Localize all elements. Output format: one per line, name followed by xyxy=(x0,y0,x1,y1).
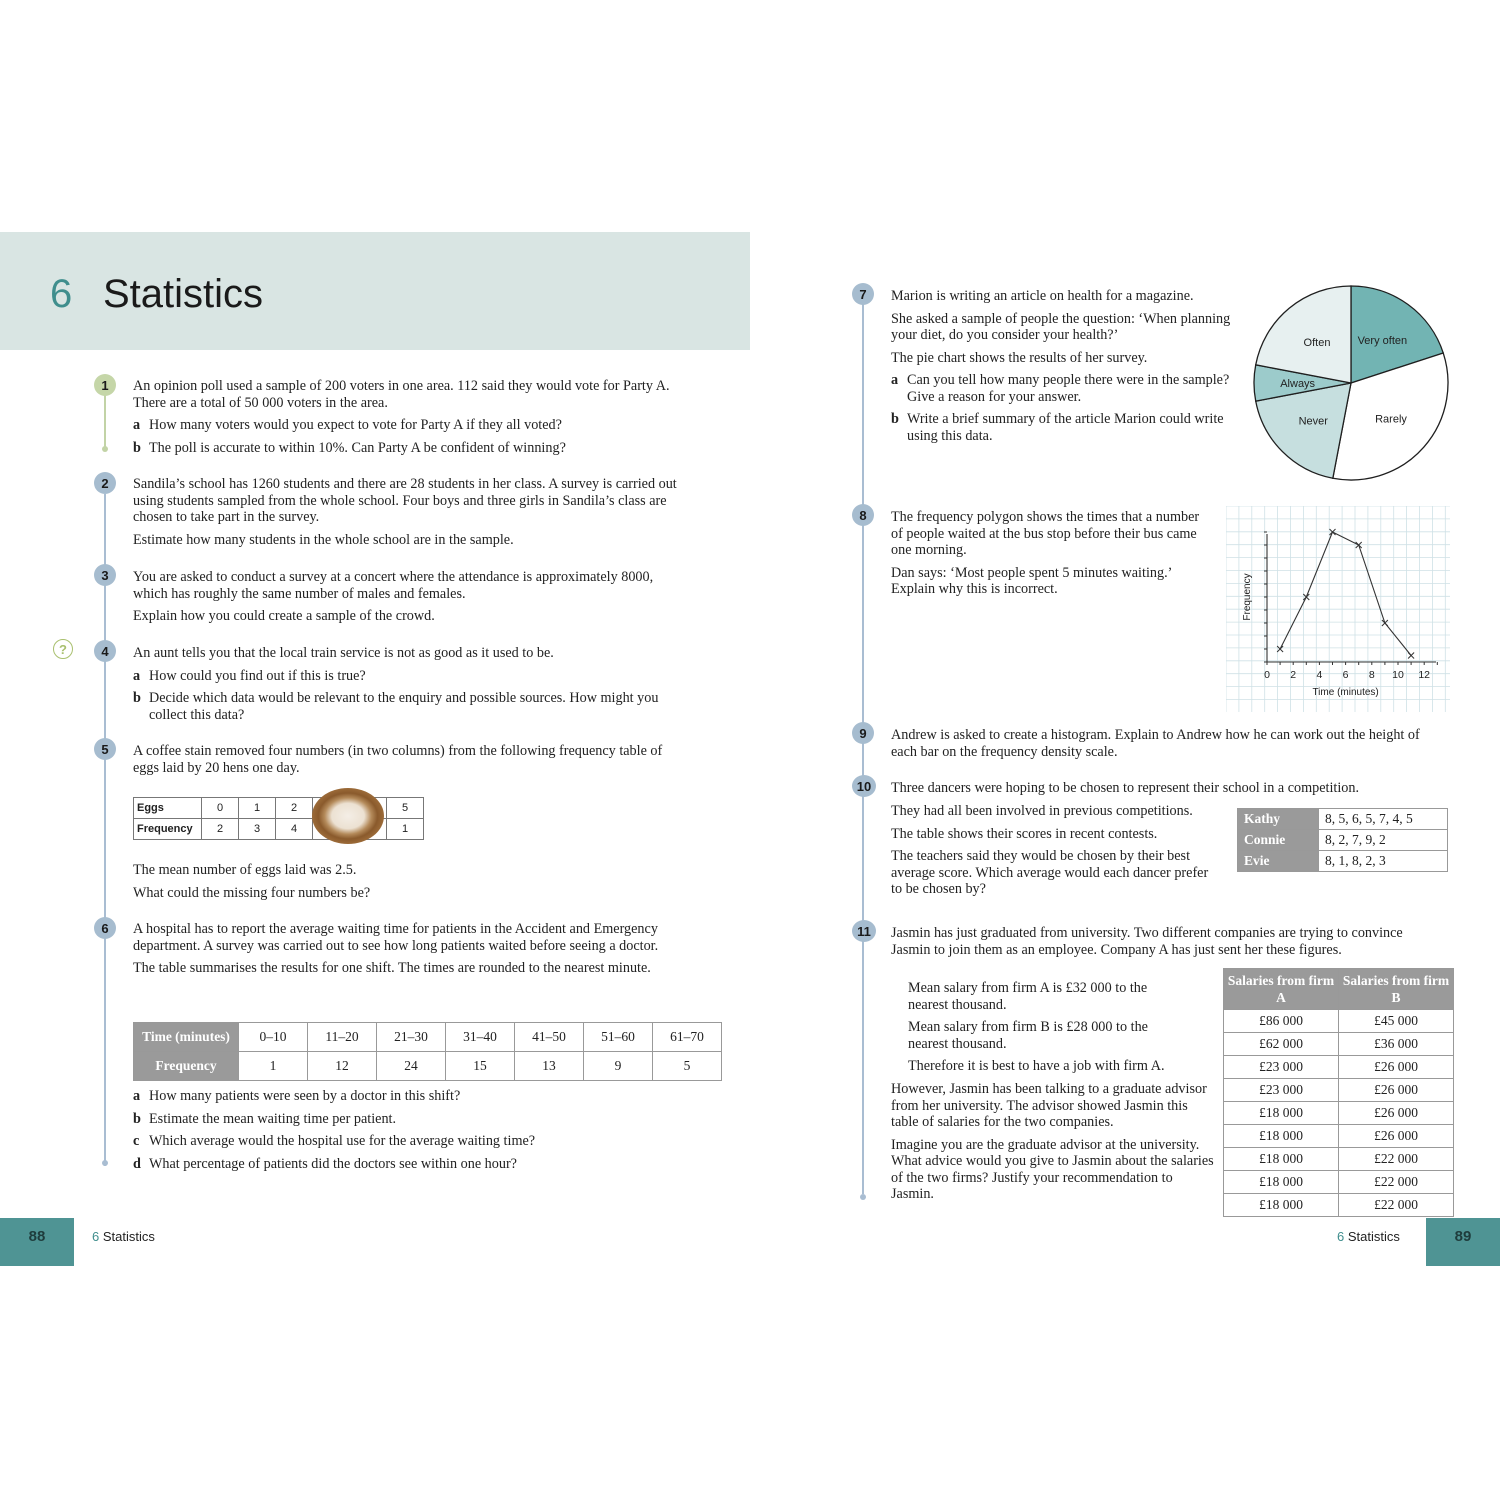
eggs-cell: 1 xyxy=(239,798,276,819)
question-number-8: 8 xyxy=(852,504,874,526)
time-cell: 41–50 xyxy=(515,1023,584,1052)
question-number-5: 5 xyxy=(94,738,116,760)
part-text: The poll is accurate to within 10%. Can Party A be confident of winning? xyxy=(149,439,566,456)
time-cell: 61–70 xyxy=(653,1023,722,1052)
question-1 xyxy=(133,378,683,462)
question-1a xyxy=(133,417,683,434)
dancer-scores: 8, 2, 7, 9, 2 xyxy=(1319,830,1448,851)
question-7-text: Marion is writing an article on health for a magazine. xyxy=(891,288,1194,304)
freq-label: Frequency xyxy=(134,1052,239,1081)
pie-label: Very often xyxy=(1357,334,1408,347)
chapter-title: Statistics xyxy=(103,272,264,316)
x-tick-label: 12 xyxy=(1418,669,1431,681)
question-5 xyxy=(133,743,683,782)
part-text: How many voters would you expect to vote for Party A if they all voted? xyxy=(149,417,562,433)
part-label: a xyxy=(133,667,141,684)
question-9 xyxy=(891,727,1436,766)
frequency-label: Frequency xyxy=(134,819,202,840)
salary-b: £26 000 xyxy=(1339,1125,1454,1148)
footer-chapter-name: Statistics xyxy=(102,1229,155,1244)
question-3-text2: Explain how you could create a sample of the crowd. xyxy=(133,608,435,624)
part-label: d xyxy=(133,1155,141,1172)
question-number-1: 1 xyxy=(94,374,116,396)
freq-cell: 9 xyxy=(584,1052,653,1081)
question-6-text: A hospital has to report the average waiting time for patients in the Accident and Emergency department. A survey was carried out to see how long patients waited before seeing a doctor. xyxy=(133,921,659,954)
eggs-label: Eggs xyxy=(134,798,202,819)
salary-b: £26 000 xyxy=(1339,1056,1454,1079)
part-text: Estimate the mean waiting time per patient. xyxy=(149,1110,397,1127)
part-label: b xyxy=(133,1110,141,1127)
salary-b: £22 000 xyxy=(1339,1171,1454,1194)
left-rule-end xyxy=(102,1160,108,1166)
part-text: What percentage of patients did the doctors see within one hour? xyxy=(149,1155,517,1172)
eggs-cell: 2 xyxy=(276,798,313,819)
frequency-polygon xyxy=(1226,506,1450,712)
salary-table xyxy=(1223,968,1454,1217)
question-11-quotes xyxy=(908,980,1178,1081)
eggs-cell: 5 xyxy=(387,798,424,819)
salary-row xyxy=(1224,1033,1454,1056)
dancer-row xyxy=(1238,809,1448,830)
salary-row xyxy=(1224,1194,1454,1217)
left-question-rule xyxy=(104,494,106,1166)
part-text: Decide which data would be relevant to the enquiry and possible sources. How might you collect this data? xyxy=(149,690,659,723)
question-6d xyxy=(133,1156,683,1173)
question-5-text: A coffee stain removed four numbers (in two columns) from the following frequency table of eggs laid by 20 hens one day. xyxy=(133,743,663,776)
freq-cell: 13 xyxy=(515,1052,584,1081)
salary-b: £22 000 xyxy=(1339,1148,1454,1171)
q1-rule xyxy=(104,395,106,448)
question-10 xyxy=(891,780,1436,803)
header-firm-a: Salaries from firm A xyxy=(1224,969,1339,1010)
question-11-text3: Imagine you are the graduate advisor at the university. What advice would you give to Jasmin about the salaries of the two firms? Justify your recommendation to Jasmin. xyxy=(891,1136,1214,1202)
question-2-text2: Estimate how many students in the whole school are in the sample. xyxy=(133,531,514,548)
salary-a: £23 000 xyxy=(1224,1079,1339,1102)
salary-a: £23 000 xyxy=(1224,1056,1339,1079)
part-label: b xyxy=(133,439,141,456)
question-6a xyxy=(133,1088,683,1105)
question-11-quote1: Mean salary from firm A is £32 000 to the nearest thousand. xyxy=(908,980,1148,1013)
freq-cell: 1 xyxy=(239,1052,308,1081)
polygon-point xyxy=(1303,594,1309,600)
question-hint-icon: ? xyxy=(53,639,73,659)
part-label: a xyxy=(133,1088,141,1104)
question-4-text: An aunt tells you that the local train service is not as good as it used to be. xyxy=(133,645,554,661)
time-cell: 11–20 xyxy=(308,1023,377,1052)
question-8-text: The frequency polygon shows the times that a number of people waited at the bus stop before their bus came one morning. xyxy=(891,509,1200,558)
pie-label: Rarely xyxy=(1375,413,1407,426)
salary-row xyxy=(1224,1010,1454,1033)
salary-row xyxy=(1224,1102,1454,1125)
frequency-cell: 2 xyxy=(202,819,239,840)
question-2-text: Sandila’s school has 1260 students and there are 28 students in her class. A survey is carried out using students sampled from the whole school. Four boys and three girls in Sandila’s class are chosen to take part in the survey. xyxy=(133,476,677,525)
time-row xyxy=(134,1023,722,1052)
salary-row xyxy=(1224,1079,1454,1102)
dancer-scores-table xyxy=(1237,808,1448,872)
part-text: How many patients were seen by a doctor in this shift? xyxy=(149,1088,461,1104)
salary-row xyxy=(1224,1171,1454,1194)
question-6 xyxy=(133,921,673,983)
question-7a xyxy=(891,372,1231,405)
question-8 xyxy=(891,509,1211,604)
freq-cell: 12 xyxy=(308,1052,377,1081)
question-8-text2: Dan says: ‘Most people spent 5 minutes waiting.’ Explain why this is incorrect. xyxy=(891,564,1172,597)
question-7 xyxy=(891,288,1231,450)
question-11-quote2: Mean salary from firm B is £28 000 to the nearest thousand. xyxy=(908,1019,1148,1052)
part-text: How could you find out if this is true? xyxy=(149,667,366,684)
question-6b xyxy=(133,1111,683,1128)
dancer-row xyxy=(1238,830,1448,851)
salary-row xyxy=(1224,1056,1454,1079)
pie-label: Often xyxy=(1303,336,1331,349)
dancer-scores: 8, 1, 8, 2, 3 xyxy=(1319,851,1448,872)
question-10-text4: The teachers said they would be chosen by their best average score. Which average would each dancer prefer to be chosen by? xyxy=(891,848,1209,897)
dancer-name: Evie xyxy=(1238,851,1319,872)
x-tick-label: 0 xyxy=(1264,669,1270,681)
question-3 xyxy=(133,569,683,631)
question-number-9: 9 xyxy=(852,722,874,744)
dancer-name: Kathy xyxy=(1238,809,1319,830)
question-number-11: 11 xyxy=(852,920,876,942)
page-number-left: 88 xyxy=(0,1218,74,1266)
question-1b xyxy=(133,440,683,457)
salary-a: £62 000 xyxy=(1224,1033,1339,1056)
x-tick-label: 4 xyxy=(1316,669,1323,681)
salary-b: £36 000 xyxy=(1339,1033,1454,1056)
dancer-name: Connie xyxy=(1238,830,1319,851)
question-6c xyxy=(133,1133,683,1150)
pie-label: Never xyxy=(1298,415,1328,428)
freq-cell: 5 xyxy=(653,1052,722,1081)
pie-label: Always xyxy=(1280,378,1316,390)
chapter-number: 6 xyxy=(50,272,73,316)
question-number-6: 6 xyxy=(94,917,116,939)
question-6-parts xyxy=(133,1088,683,1178)
question-10-detail xyxy=(891,803,1221,904)
question-10-text3: The table shows their scores in recent contests. xyxy=(891,825,1158,842)
question-6-text2: The table summarises the results for one shift. The times are rounded to the nearest minute. xyxy=(133,960,651,976)
footer-right-chapter xyxy=(1337,1229,1400,1244)
part-label: a xyxy=(133,417,141,433)
part-label: b xyxy=(133,690,141,706)
question-11-text2: However, Jasmin has been talking to a graduate advisor from her university. The advisor showed Jasmin this table of salaries for the two companies. xyxy=(891,1081,1207,1130)
question-10-text: Three dancers were hoping to be chosen to represent their school in a competition. xyxy=(891,780,1360,796)
salary-a: £18 000 xyxy=(1224,1125,1339,1148)
polygon-line xyxy=(1280,532,1411,656)
part-text: Write a brief summary of the article Marion could write using this data. xyxy=(907,411,1224,444)
salary-b: £26 000 xyxy=(1339,1102,1454,1125)
question-5-followup xyxy=(133,862,683,907)
question-1-text: An opinion poll used a sample of 200 voters in one area. 112 said they would vote for Party A. There are a total of 50 000 voters in the area. xyxy=(133,378,670,411)
part-text: Which average would the hospital use for the average waiting time? xyxy=(149,1133,536,1149)
question-7b xyxy=(891,411,1231,444)
question-9-text: Andrew is asked to create a histogram. Explain to Andrew how he can work out the height of each bar on the frequency density scale. xyxy=(891,727,1420,760)
question-10-text2: They had all been involved in previous competitions. xyxy=(891,803,1193,819)
freq-row xyxy=(134,1052,722,1081)
part-text: Can you tell how many people there were in the sample? Give a reason for your answer. xyxy=(907,372,1230,405)
part-label: c xyxy=(133,1133,140,1149)
question-number-7: 7 xyxy=(852,283,874,305)
question-2 xyxy=(133,476,683,554)
salary-b: £26 000 xyxy=(1339,1079,1454,1102)
salary-b: £45 000 xyxy=(1339,1010,1454,1033)
salary-a: £18 000 xyxy=(1224,1148,1339,1171)
polygon-point xyxy=(1408,653,1414,659)
question-11 xyxy=(891,925,1441,964)
frequency-cell: 4 xyxy=(276,819,313,840)
waiting-time-table xyxy=(133,1022,722,1081)
question-3-text: You are asked to conduct a survey at a concert where the attendance is approximately 8000, which has roughly the same number of males and females. xyxy=(133,569,654,602)
question-7-text3: The pie chart shows the results of her survey. xyxy=(891,349,1148,366)
header-firm-b: Salaries from firm B xyxy=(1339,969,1454,1010)
time-cell: 21–30 xyxy=(377,1023,446,1052)
salary-a: £18 000 xyxy=(1224,1194,1339,1217)
x-tick-label: 10 xyxy=(1392,669,1404,681)
right-question-rule xyxy=(862,304,864,1194)
time-label: Time (minutes) xyxy=(134,1023,239,1052)
freq-cell: 15 xyxy=(446,1052,515,1081)
salary-a: £86 000 xyxy=(1224,1010,1339,1033)
y-axis-label: Frequency xyxy=(1242,573,1253,621)
part-label: b xyxy=(891,411,899,427)
freq-cell: 24 xyxy=(377,1052,446,1081)
right-rule-end xyxy=(860,1194,866,1200)
question-number-4: 4 xyxy=(94,640,116,662)
question-7-text2: She asked a sample of people the question: ‘When planning your diet, do you consider your health?’ xyxy=(891,310,1231,343)
time-cell: 51–60 xyxy=(584,1023,653,1052)
pie-chart xyxy=(1248,280,1454,486)
x-tick-label: 6 xyxy=(1342,669,1349,681)
frequency-cell: 3 xyxy=(239,819,276,840)
time-cell: 0–10 xyxy=(239,1023,308,1052)
question-11-quote3: Therefore it is best to have a job with firm A. xyxy=(908,1058,1165,1074)
question-4 xyxy=(133,645,698,729)
footer-chapter-number: 6 xyxy=(1337,1229,1345,1244)
salary-a: £18 000 xyxy=(1224,1102,1339,1125)
part-label: a xyxy=(891,372,899,388)
time-cell: 31–40 xyxy=(446,1023,515,1052)
salary-row xyxy=(1224,1125,1454,1148)
question-number-2: 2 xyxy=(94,472,116,494)
footer-chapter-number: 6 xyxy=(92,1229,100,1244)
coffee-stain xyxy=(312,788,384,844)
question-5-text3: What could the missing four numbers be? xyxy=(133,884,371,901)
question-number-3: 3 xyxy=(94,564,116,586)
question-4b xyxy=(133,690,698,723)
salary-header-row xyxy=(1224,969,1454,1010)
salary-a: £18 000 xyxy=(1224,1171,1339,1194)
frequency-cell: 1 xyxy=(387,819,424,840)
salary-row xyxy=(1224,1148,1454,1171)
question-11-text: Jasmin has just graduated from university. Two different companies are trying to convince Jasmin to join them as an employee. Company A has just sent her these figures. xyxy=(891,925,1403,958)
x-tick-label: 2 xyxy=(1290,669,1297,681)
question-4a xyxy=(133,668,698,685)
polygon-point xyxy=(1382,620,1388,626)
footer-chapter-name: Statistics xyxy=(1347,1229,1400,1244)
page-number-right: 89 xyxy=(1426,1218,1500,1266)
salary-b: £22 000 xyxy=(1339,1194,1454,1217)
question-5-text2: The mean number of eggs laid was 2.5. xyxy=(133,862,357,878)
x-tick-label: 8 xyxy=(1368,669,1375,681)
footer-left-chapter xyxy=(92,1229,155,1244)
question-number-10: 10 xyxy=(852,775,876,797)
q1-rule-end xyxy=(102,446,108,452)
dancer-row xyxy=(1238,851,1448,872)
question-11-detail xyxy=(891,1081,1216,1209)
polygon-point xyxy=(1277,646,1283,652)
dancer-scores: 8, 5, 6, 5, 7, 4, 5 xyxy=(1319,809,1448,830)
eggs-cell: 0 xyxy=(202,798,239,819)
x-axis-label: Time (minutes) xyxy=(1312,687,1379,698)
